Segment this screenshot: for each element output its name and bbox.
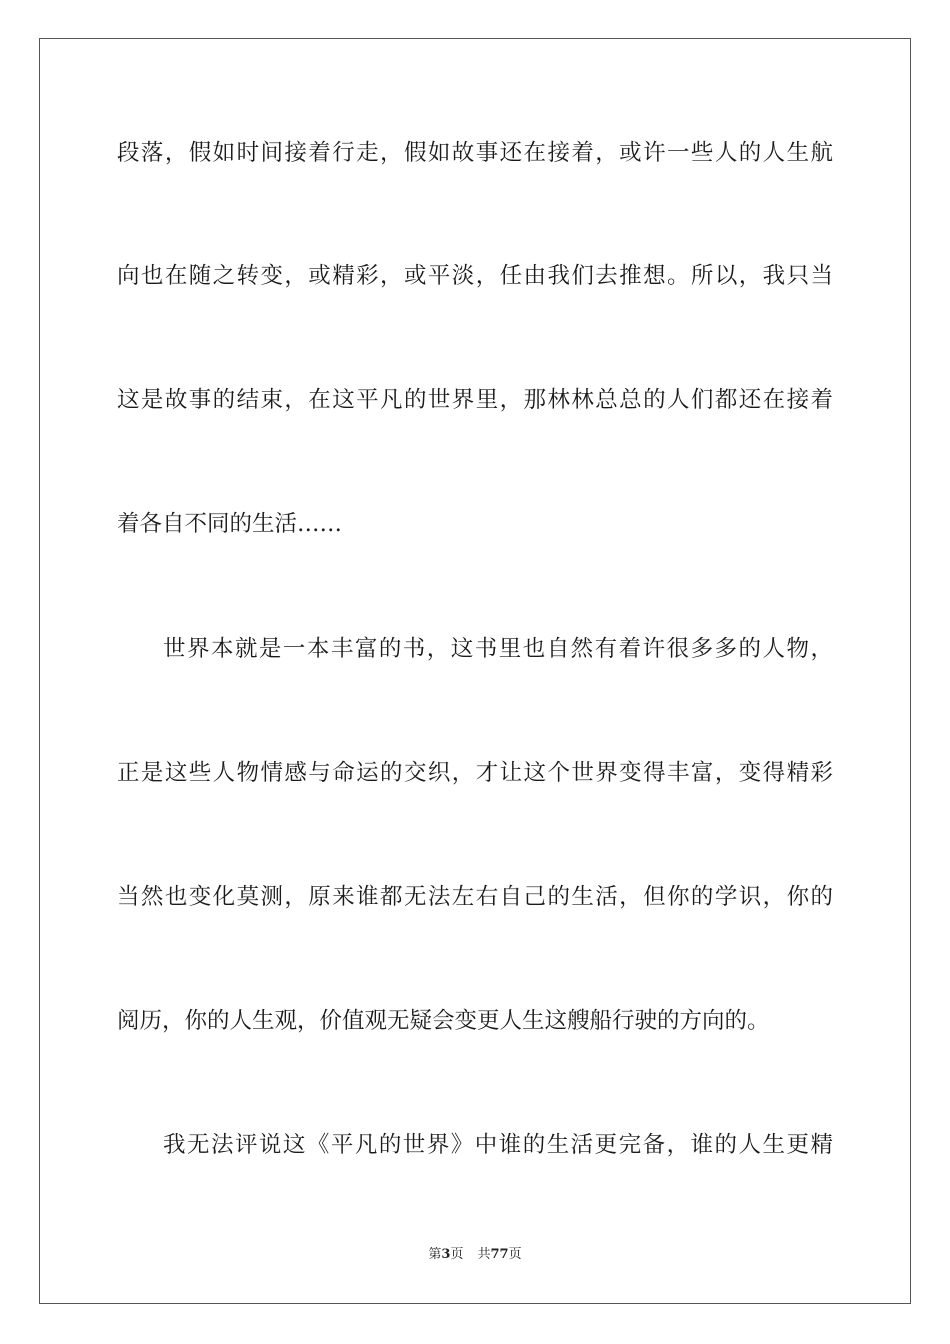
page-border	[39, 38, 911, 1304]
text-line-5-paragraph-start: 世界本就是一本丰富的书，这书里也自然有着许很多多的人物，	[163, 636, 833, 662]
text-line-1: 段落，假如时间接着行走，假如故事还在接着，或许一些人的人生航	[117, 140, 833, 166]
page-footer	[0, 1245, 950, 1265]
total-suffix: 页	[508, 1247, 522, 1262]
text-line-6: 正是这些人物情感与命运的交织，才让这个世界变得丰富，变得精彩	[117, 760, 833, 786]
text-line-4: 着各自不同的生活……	[117, 511, 343, 537]
page-number: 3	[441, 1247, 451, 1262]
page-suffix: 页	[450, 1247, 464, 1262]
total-pages: 77	[490, 1247, 509, 1262]
total-prefix: 共	[477, 1247, 491, 1262]
text-line-8: 阅历，你的人生观，价值观无疑会变更人生这艘船行驶的方向的。	[117, 1008, 770, 1034]
text-line-7: 当然也变化莫测，原来谁都无法左右自己的生活，但你的学识，你的	[117, 884, 833, 910]
text-line-9-paragraph-start: 我无法评说这《平凡的世界》中谁的生活更完备，谁的人生更精	[163, 1132, 833, 1158]
text-line-2: 向也在随之转变，或精彩，或平淡，任由我们去推想。所以，我只当	[117, 263, 833, 289]
text-line-3: 这是故事的结束，在这平凡的世界里，那林林总总的人们都还在接着	[117, 387, 833, 413]
page-prefix: 第	[428, 1247, 442, 1262]
